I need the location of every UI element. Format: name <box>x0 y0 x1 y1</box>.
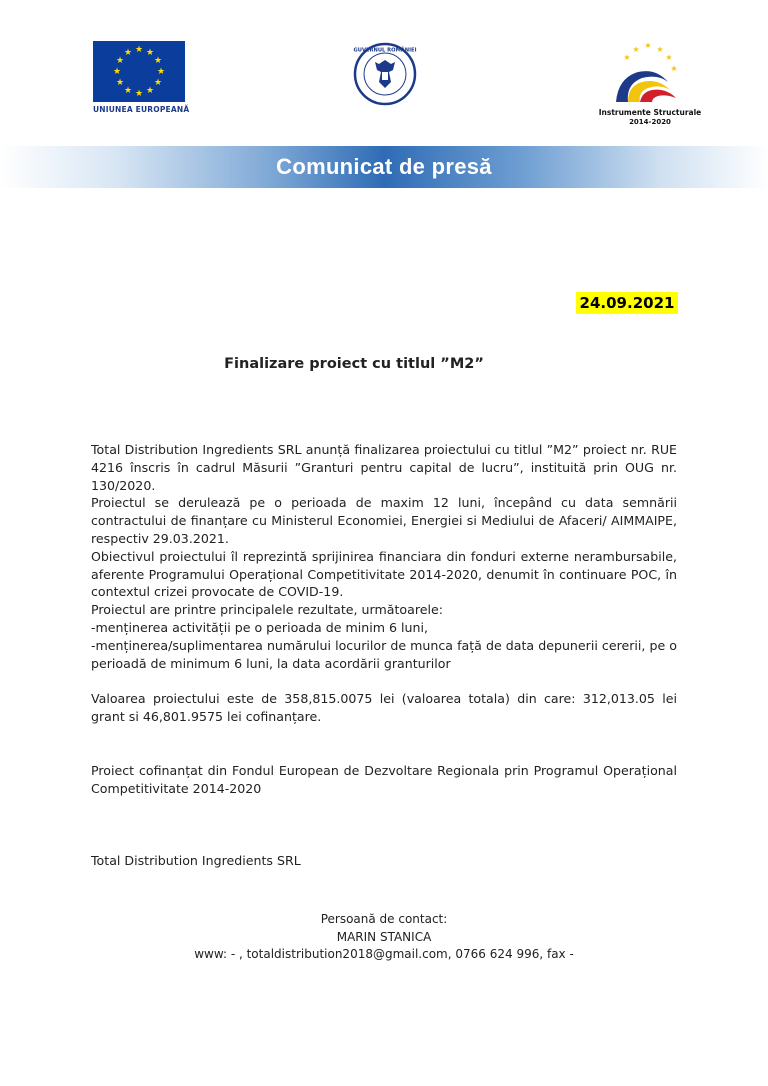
svg-text:★: ★ <box>644 41 652 50</box>
contact-name: MARIN STANICA <box>336 929 432 944</box>
paragraph-result-1: -menținerea activității pe o perioada de minim 6 luni, <box>91 619 428 635</box>
banner-title: Comunicat de presă <box>276 154 492 179</box>
svg-text:★: ★ <box>670 64 678 73</box>
press-release-body <box>91 441 677 869</box>
eu-flag-logo <box>93 41 185 102</box>
paragraph-result-2: -menținerea/suplimentarea numărului locurilor de munca față de data depunerii cererii, pe o perioadă de minimum 6 luni, la data acordării granturilor <box>91 637 677 671</box>
svg-text:★: ★ <box>632 45 640 54</box>
company-signature: Total Distribution Ingredients SRL <box>91 852 301 868</box>
svg-text:★: ★ <box>145 86 155 96</box>
svg-text:★: ★ <box>134 89 144 99</box>
paragraph-cofinancing: Proiect cofinanțat din Fondul European de Dezvoltare Regionala prin Programul Operațional Competitivitate 2014-2020 <box>91 762 677 796</box>
contact-details: www: - , totaldistribution2018@gmail.com, 0766 624 996, fax - <box>194 947 574 961</box>
paragraph-objective: Obiectivul proiectului îl reprezintă sprijinirea financiara din fonduri externe nerambursabile, aferente Programului Operațional Competitivitate 2014-2020, denumit în continuare POC, în contextul crizei provocate de COVID-19. <box>91 548 677 600</box>
instrumente-structurale-years: 2014-2020 <box>629 118 671 126</box>
instrumente-structurale-title: Instrumente Structurale <box>598 108 702 117</box>
contact-block <box>100 911 668 964</box>
svg-text:★: ★ <box>153 78 163 88</box>
eu-caption: UNIUNEA EUROPEANĂ <box>93 105 190 114</box>
svg-text:★: ★ <box>134 45 144 55</box>
contact-label: Persoană de contact: <box>320 912 448 926</box>
government-seal-logo <box>353 42 417 106</box>
svg-text:★: ★ <box>656 45 664 54</box>
svg-text:★: ★ <box>115 78 125 88</box>
instrumente-structurale-logo <box>608 38 688 104</box>
svg-text:★: ★ <box>112 67 122 77</box>
paragraph-results-intro: Proiectul are printre principalele rezultate, următoarele: <box>91 602 443 618</box>
svg-text:★: ★ <box>665 53 673 62</box>
svg-text:★: ★ <box>623 53 631 62</box>
svg-text:★: ★ <box>123 86 133 96</box>
paragraph-duration: Proiectul se derulează pe o perioada de maxim 12 luni, începând cu data semnării contractului de finanțare cu Ministerul Economiei, Energiei si Mediului de Afaceri/ AIMMAIPE, respectiv 29.03.2021. <box>91 495 677 546</box>
release-date: 24.09.2021 <box>576 292 678 314</box>
paragraph-announcement: Total Distribution Ingredients SRL anunță finalizarea proiectului cu titlul ”M2” proiect nr. RUE 4216 înscris în cadrul Măsurii ”Granturi pentru capital de lucru”, instituită prin OUG nr. 130/2020. <box>91 442 677 493</box>
svg-text:★: ★ <box>123 48 133 58</box>
svg-text:★: ★ <box>153 56 163 66</box>
document-title: Finalizare proiect cu titlul ”M2” <box>224 356 484 372</box>
svg-text:★: ★ <box>145 48 155 58</box>
svg-text:★: ★ <box>115 56 125 66</box>
svg-text:★: ★ <box>156 67 166 77</box>
gov-seal-text: GUVERNUL ROMÂNIEI <box>353 47 417 54</box>
paragraph-project-value: Valoarea proiectului este de 358,815.0075 lei (valoarea totala) din care: 312,013.05 lei grant si 46,801.9575 lei cofinanțare. <box>91 691 677 725</box>
